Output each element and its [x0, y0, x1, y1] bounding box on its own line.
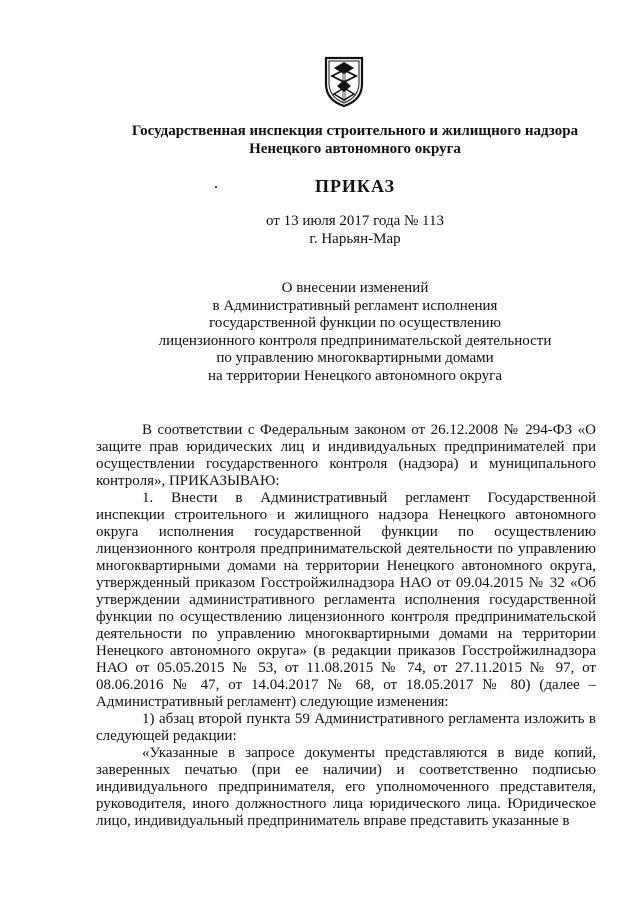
- document-date-number: от 13 июля 2017 года № 113: [266, 213, 444, 229]
- organization-name: [60, 122, 640, 158]
- subject-line: по управлению многоквартирными домами: [216, 350, 494, 366]
- subject-line: О внесении изменений: [281, 280, 429, 296]
- body-paragraph: 1) абзац второй пункта 59 Административного регламента изложить в следующей редакции:: [96, 711, 596, 744]
- document-body: [96, 422, 596, 830]
- subject-line: государственной функции по осуществлению: [209, 315, 501, 331]
- document-city: г. Нарьян-Мар: [309, 231, 401, 247]
- coat-of-arms-emblem: [322, 56, 366, 108]
- document-subject: [60, 280, 640, 385]
- organization-line-1: Государственная инспекция строительного и жилищного надзора: [131, 123, 579, 139]
- subject-line: лицензионного контроля предпринимательской деятельности: [158, 332, 552, 349]
- document-dateline: [60, 212, 640, 248]
- body-paragraph: В соответствии с Федеральным законом от 26.12.2008 № 294-ФЗ «О защите прав юридических лиц и индивидуальных предпринимателей при осуществлении государственного контроля (надзора) и муниципального контроля», ПРИКАЗЫВАЮ:: [96, 422, 596, 489]
- document-title: ПРИКАЗ: [314, 176, 396, 196]
- subject-line: на территории Ненецкого автономного округа: [207, 367, 502, 384]
- body-paragraph: 1. Внести в Административный регламент Государственной инспекции строительного и жилищного надзора Ненецкого автономного округа исполнения государственной функции по осуществлению лицензионного контроля предпринимательской деятельности по управлению многоквартирными домами на территории Ненецкого автономного округа, утвержденный приказом Госстройжилнадзора НАО от 09.04.2015 № 32 «Об утверждении административного регламента исполнения государственной функции по осуществлению лицензионного контроля предпринимательской деятельности по управлению многоквартирными домами на территории Ненецкого автономного округа» (в редакции приказов Госстройжилнадзора НАО от 05.05.2015 № 53, от 11.08.2015 № 74, от 27.11.2015 № 97, от 08.06.2016 № 47, от 14.04.2017 № 68, от 18.05.2017 № 80) (далее – Административный регламент) следующие изменения:: [96, 490, 596, 710]
- body-paragraph: «Указанные в запросе документы представляются в виде копий, заверенных печатью (при ее наличии) и соответственно подписью индивидуального предпринимателя, его уполномоченного представителя, руководителя, иного должностного лица юридического лица. Юридическое лицо, индивидуальный предприниматель вправе представить указанные в: [96, 745, 596, 829]
- subject-line: в Административный регламент исполнения: [212, 297, 498, 314]
- organization-line-2: Ненецкого автономного округа: [249, 141, 461, 157]
